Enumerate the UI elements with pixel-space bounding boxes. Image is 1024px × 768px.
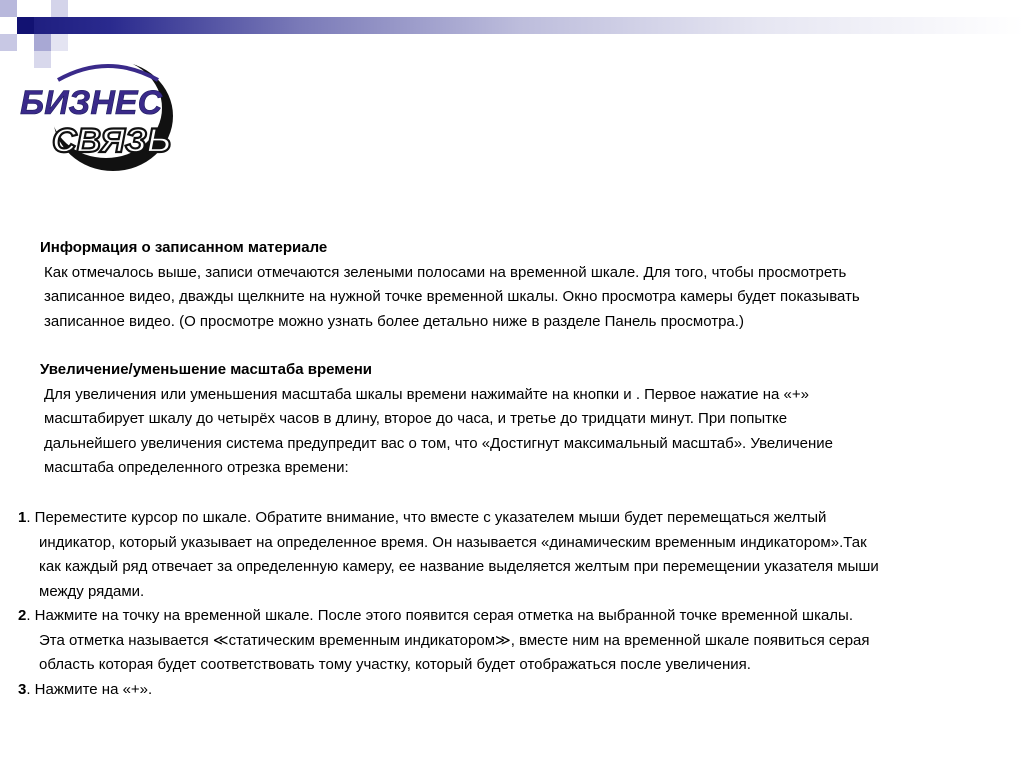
header-decor-square bbox=[17, 0, 34, 17]
step-text: . Нажмите на «+». bbox=[26, 680, 153, 698]
paragraph-line: дальнейшего увеличения система предупредит вас о том, что «Достигнут максимальный масштаб». Увеличение bbox=[44, 434, 834, 452]
step-text-cont: Эта отметка называется ≪статическим временным индикатором≫, вместе ним на временной шкале появиться серая bbox=[39, 631, 870, 649]
section-paragraph-recorded-info bbox=[44, 261, 994, 335]
paragraph-line: Для увеличения или уменьшения масштаба шкалы времени нажимайте на кнопки и . Первое нажатие на «+» bbox=[44, 385, 809, 403]
header-decor-square bbox=[51, 0, 68, 17]
step-text: . Переместите курсор по шкале. Обратите внимание, что вместе с указателем мыши будет перемещаться желтый bbox=[26, 509, 827, 526]
list-item-step-1 bbox=[18, 506, 1018, 604]
header-decor-square bbox=[0, 17, 17, 34]
paragraph-line: масштабирует шкалу до четырёх часов в длину, второе до часа, и третье до тридцати минут. При попытке bbox=[44, 410, 788, 427]
header-decor-square bbox=[0, 34, 17, 51]
step-text-cont: между рядами. bbox=[39, 582, 145, 600]
header-decor-square bbox=[51, 34, 68, 51]
section-paragraph-zoom bbox=[44, 383, 994, 481]
paragraph-line: Как отмечалось выше, записи отмечаются зелеными полосами на временной шкале. Для того, чтобы просмотреть bbox=[44, 263, 847, 281]
paragraph-line: записанное видео. (О просмотре можно узнать более детально ниже в разделе Панель просмотра.) bbox=[44, 312, 744, 330]
step-text-cont: индикатор, который указывает на определенное время. Он называется «динамическим временным индикатором».Так bbox=[39, 533, 867, 551]
step-number: 2 bbox=[18, 607, 27, 624]
step-number: 1 bbox=[18, 509, 27, 526]
section-heading-recorded-info: Информация о записанном материале bbox=[40, 239, 328, 256]
paragraph-line: записанное видео, дважды щелкните на нужной точке временной шкалы. Окно просмотра камеры будет показывать bbox=[44, 288, 860, 305]
section-heading-zoom: Увеличение/уменьшение масштаба времени bbox=[40, 361, 373, 378]
header-decor-square bbox=[34, 34, 51, 51]
step-text-cont: как каждый ряд отвечает за определенную камеру, ее название выделяется желтым при перемещении указателя мыши bbox=[39, 558, 879, 575]
step-number: 3 bbox=[18, 680, 27, 698]
paragraph-line: масштаба определенного отрезка времени: bbox=[44, 459, 349, 476]
list-item-step-3 bbox=[18, 678, 1018, 703]
step-text: . Нажмите на точку на временной шкале. После этого появится серая отметка на выбранной точке временной шкалы. bbox=[26, 607, 854, 624]
logo-text-line1: БИЗНЕС bbox=[20, 84, 163, 122]
step-text-cont: область которая будет соответствовать тому участку, который будет отображаться после увеличения. bbox=[39, 656, 751, 673]
header-decor-square bbox=[34, 0, 51, 17]
header-decor-square bbox=[0, 0, 17, 17]
header-decor-square bbox=[17, 17, 34, 34]
logo-text-line2: СВЯЗЬ bbox=[52, 122, 171, 160]
header-gradient-bar bbox=[0, 17, 1024, 34]
list-item-step-2 bbox=[18, 604, 1018, 678]
company-logo bbox=[18, 60, 178, 178]
